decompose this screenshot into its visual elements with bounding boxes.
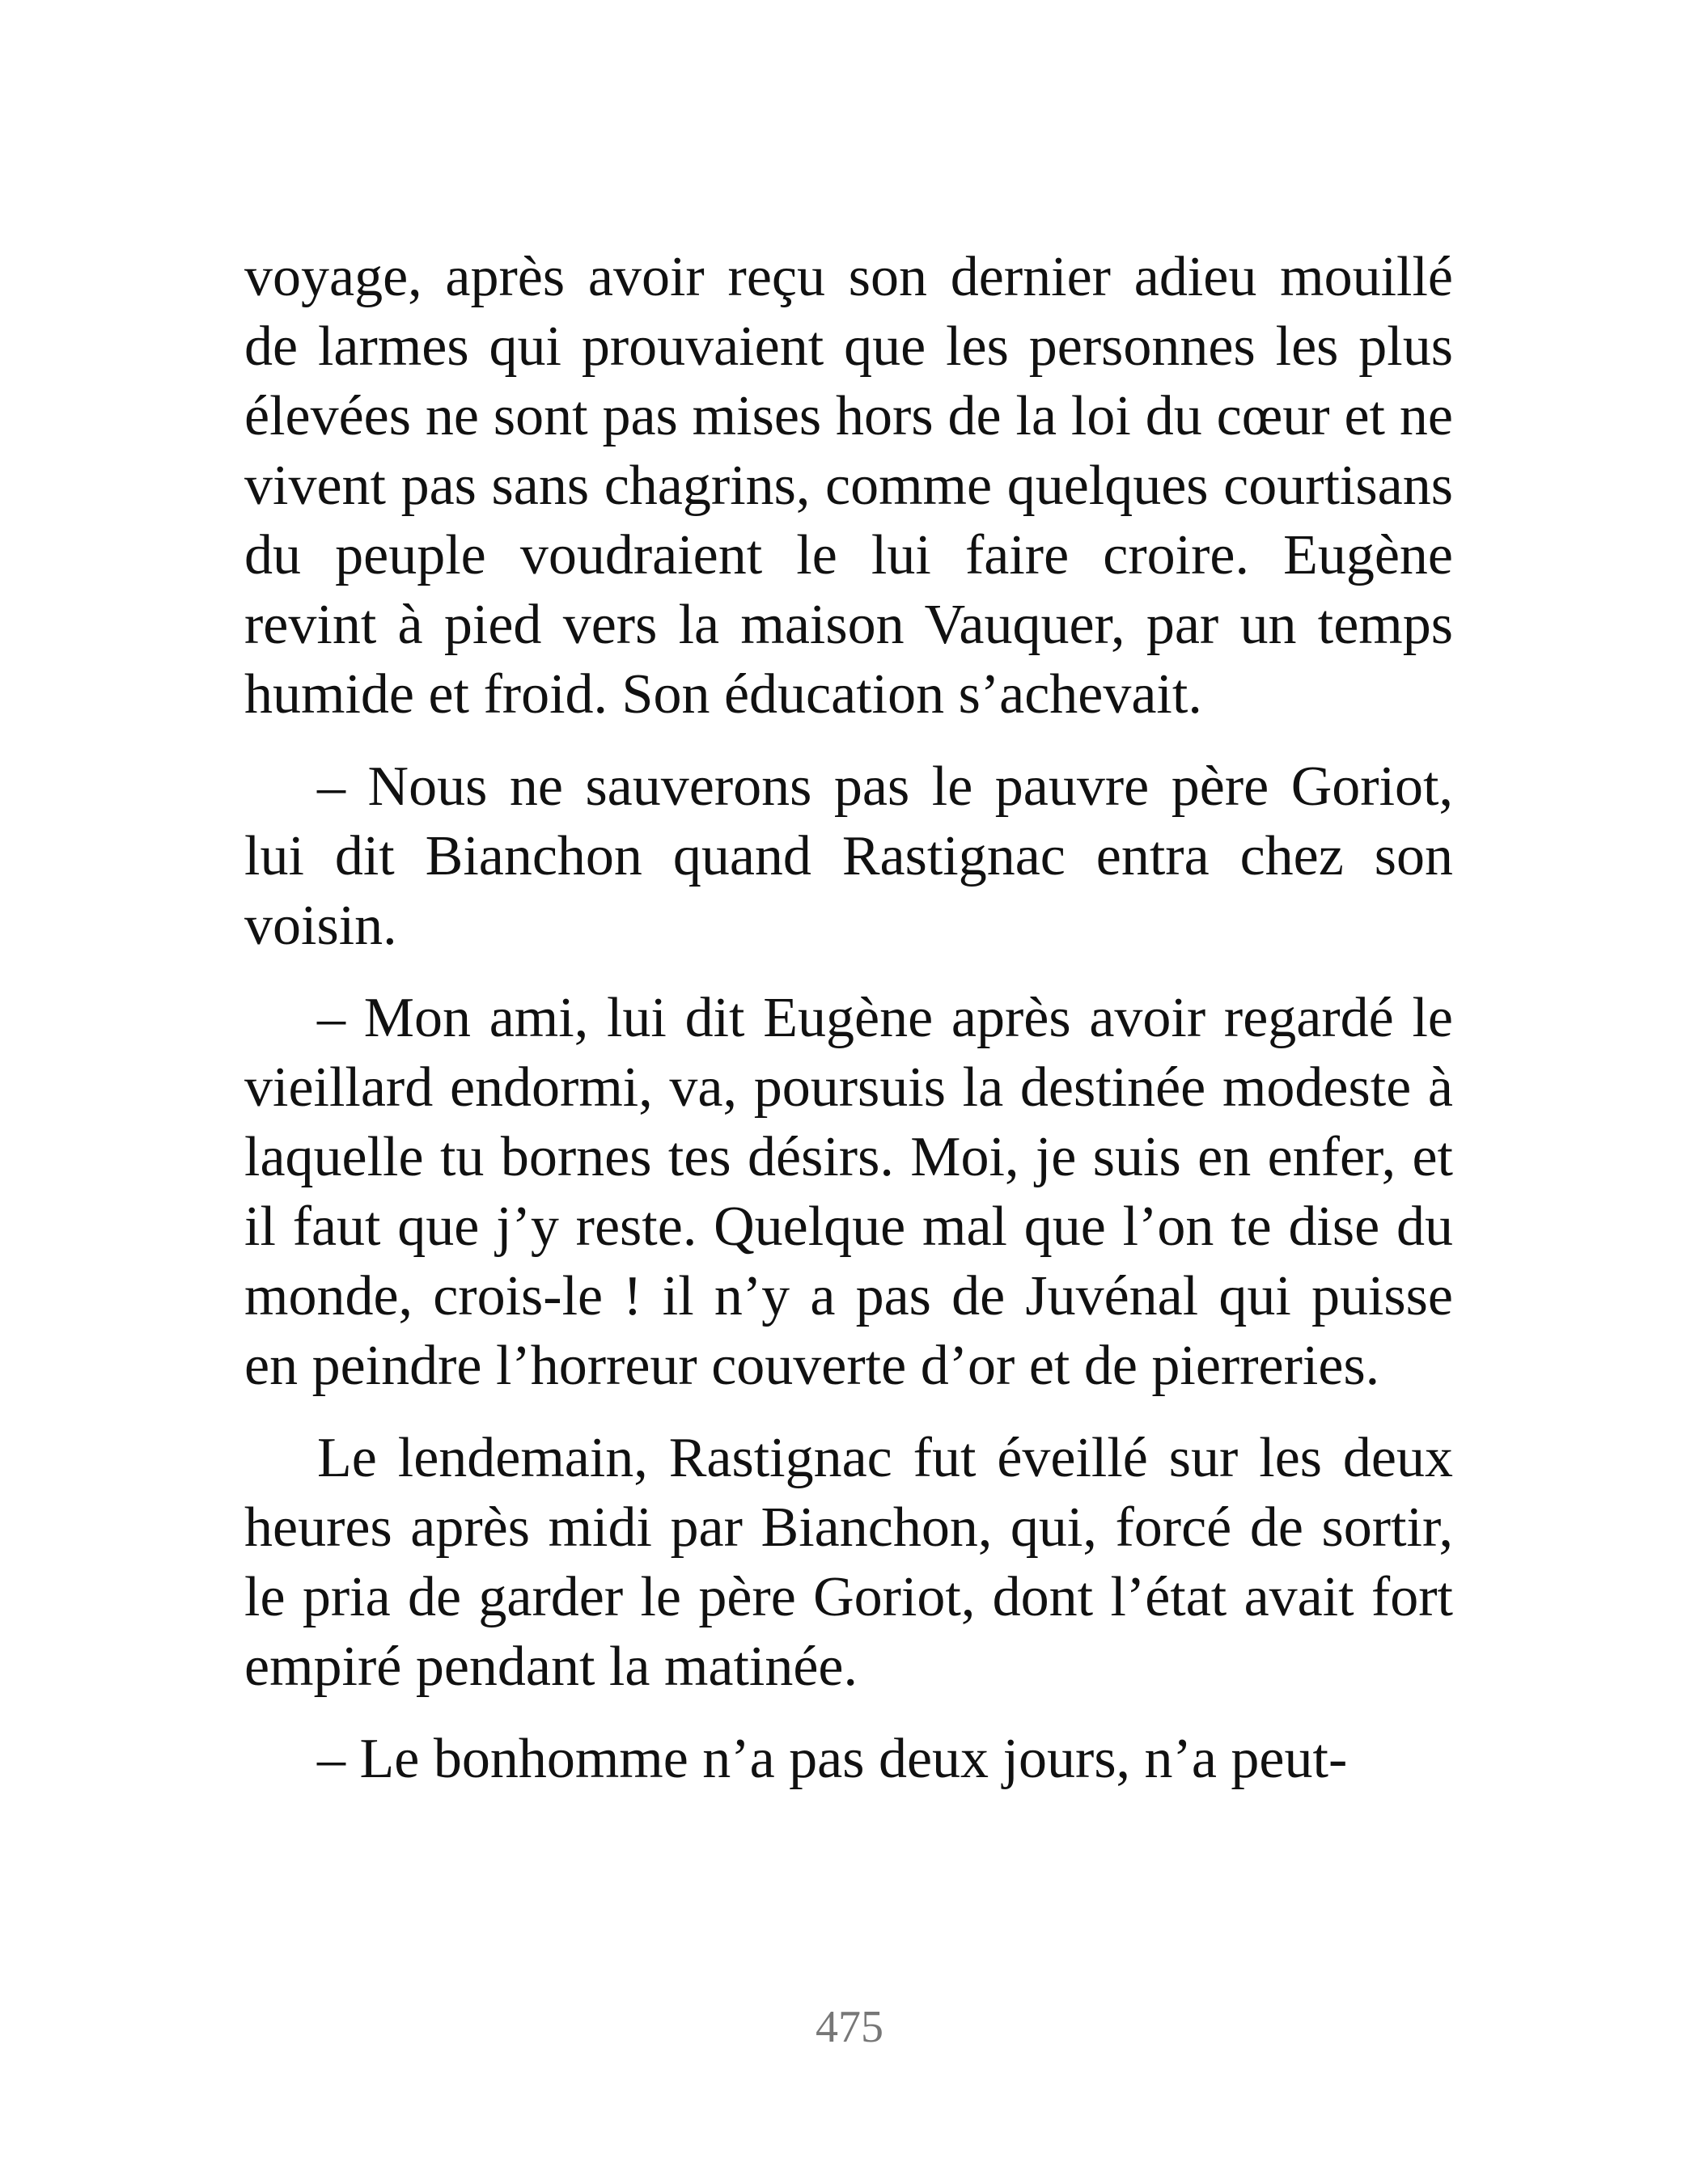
paragraph-dialogue-last: – Le bonhomme n’a pas deux jours, n’a peut- <box>317 1728 1348 1790</box>
page-number: 475 <box>816 2002 883 2052</box>
paragraph-dialogue-eugene: – Mon ami, lui dit Eugène après avoir regardé le vieillard endormi, va, poursuis la destinée modeste à laquelle tu bornes tes désirs. Moi, je suis en enfer, et il faut que j’y reste. Quelque mal que l’on te dise du monde, crois-le ! il n’y a pas de Juvénal qui puisse en peindre l’horreur couverte d’or et de pierreries. <box>244 987 1453 1397</box>
body-text <box>244 243 1453 1817</box>
paragraph-narration: Le lendemain, Rastignac fut éveillé sur les deux heures après midi par Bianchon, qui, forcé de sortir, le pria de garder le père Goriot, dont l’état avait fort empiré pendant la matinée. <box>244 1427 1453 1698</box>
paragraph-continuation: voyage, après avoir reçu son dernier adieu mouillé de larmes qui prouvaient que les personnes les plus élevées ne sont pas mises hors de la loi du cœur et ne vivent pas sans chagrins, comme quelques courtisans du peuple voudraient le lui faire croire. Eugène revint à pied vers la maison Vauquer, par un temps humide et froid. Son éducation s’achevait. <box>244 246 1453 726</box>
paragraph-dialogue-bianchon: – Nous ne sauverons pas le pauvre père Goriot, lui dit Bianchon quand Rastignac entra chez son voisin. <box>244 756 1453 957</box>
